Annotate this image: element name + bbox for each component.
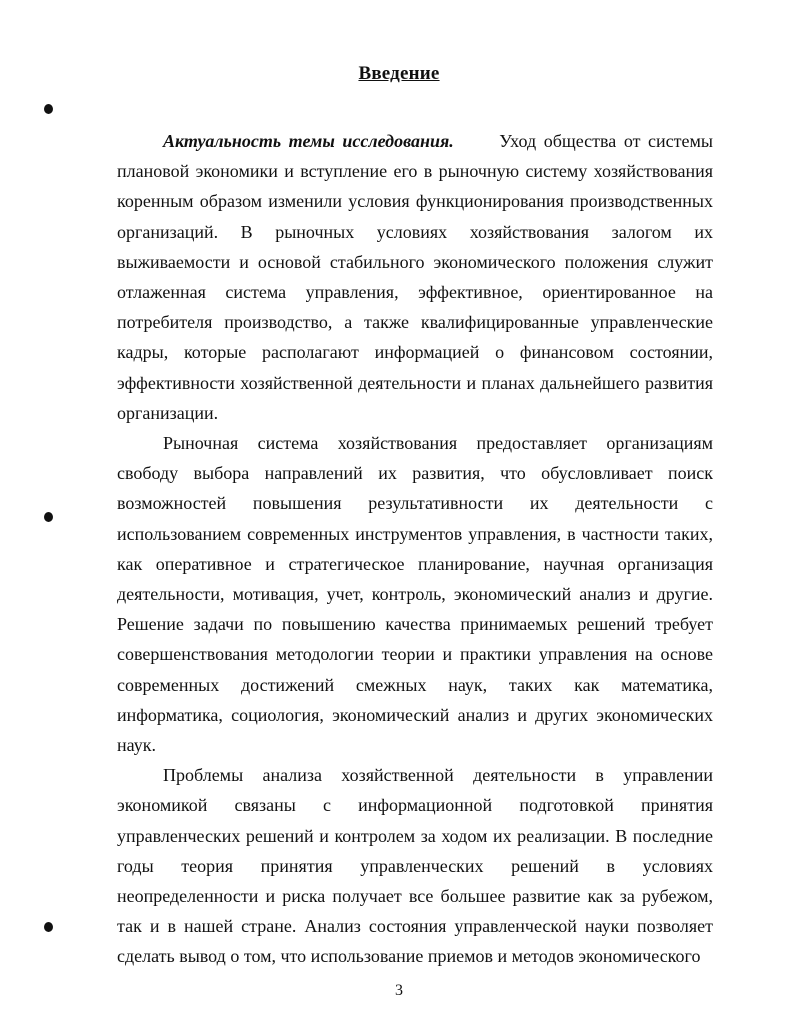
body-text [117, 126, 713, 972]
binding-hole-mark [44, 512, 53, 522]
page-title: Введение [358, 63, 440, 84]
paragraph-text: Уход общества от системы плановой экономики и вступление его в рыночную систему хозяйствования коренным образом изменили условия функционирования производственных организаций. В рыночных условиях хозяйствования залогом их выживаемости и основой стабильного экономического положения служит отлаженная система управления, эффективное, ориентированное на потребителя производство, а также квалифицированные управленческие кадры, которые располагают информацией о финансовом состоянии, эффективности хозяйственной деятельности и планах дальнейшего развития организации. [117, 131, 713, 423]
paragraph: Рыночная система хозяйствования предоставляет организациям свободу выбора направлений их развития, что обусловливает поиск возможностей повышения результативности их деятельности с использованием современных инструментов управления, в частности таких, как оперативное и стратегическое планирование, научная организация деятельности, мотивация, учет, контроль, экономический анализ и другие. Решение задачи по повышению качества принимаемых решений требует совершенствования методологии теории и практики управления на основе современных достижений смежных наук, таких как математика, информатика, социология, экономический анализ и других экономических наук. [117, 433, 713, 756]
binding-hole-mark [44, 922, 53, 932]
paragraph [117, 126, 713, 428]
paragraph-lead: Актуальность темы исследования. [163, 131, 454, 151]
page-number: 3 [395, 982, 403, 999]
paragraph: Проблемы анализа хозяйственной деятельности в управлении экономикой связаны с информационной подготовкой принятия управленческих решений и контролем за ходом их реализации. В последние годы теория принятия управленческих решений в условиях неопределенности и риска получает все большее развитие как за рубежом, так и в нашей стране. Анализ состояния управленческой науки позволяет сделать вывод о том, что использование приемов и методов экономического [117, 765, 713, 967]
binding-hole-mark [44, 104, 53, 114]
